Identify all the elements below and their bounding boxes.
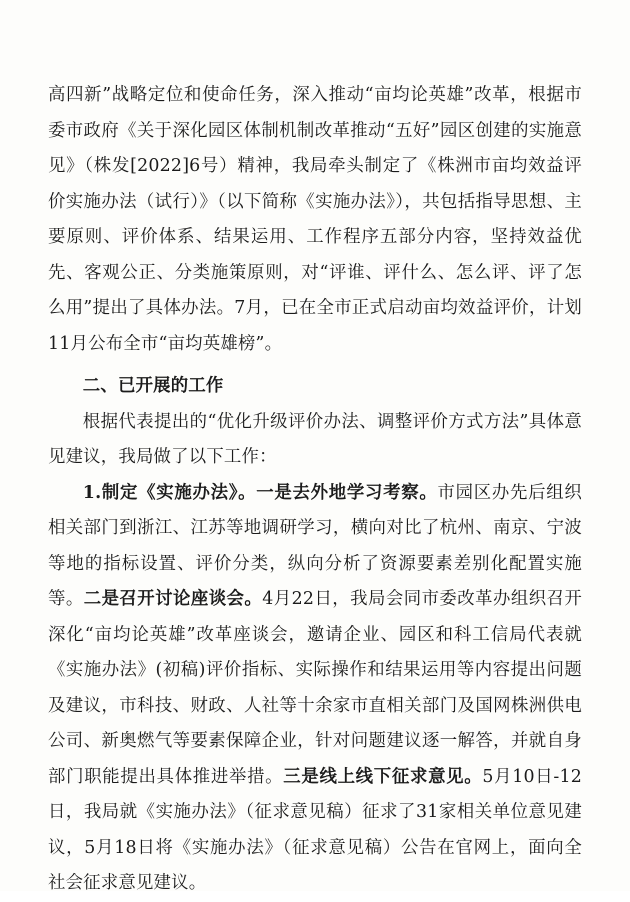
text-run-2: 4月22日，我局会同市委改革办组织召开深化“亩均论英雄”改革座谈会，邀请企业、园区和科工信局代表就《实施办法》(初稿)评价指标、实际操作和结果运用等内容提出问题及建议，市科技、财政、人社等十余家市直相关部门及国网株洲供电公司、新奥燃气等要素保障企业，针对问题建议逐一解答，并就自身部门职能提出具体推进举措。: [48, 589, 582, 787]
heading-section-two: [48, 369, 582, 405]
paragraph-work-detail: [48, 476, 582, 902]
paragraph-suggestion-response: [48, 405, 582, 476]
text-run: 高四新”战略定位和使命任务，深入推动“亩均论英雄”改革，根据市委市政府《关于深化园区体制机制改革推动“五好”园区创建的实施意见》（株发[2022]6号）精神，我局牵头制定了《株洲市亩均效益评价实施办法（试行）》（以下简称《实施办法》），共包括指导思想、主要原则、评价体系、结果运用、工作程序五部分内容，坚持效益优先、客观公正、分类施策原则，对“评谁、评什么、怎么评、评了怎么用”提出了具体办法。7月，已在全市正式启动亩均效益评价，计划11月公布全市“亩均英雄榜”。: [48, 85, 582, 354]
text-run-bold-1: 1.制定《实施办法》。一是去外地学习考察。: [82, 482, 438, 503]
paragraph-spacer: [48, 362, 582, 369]
text-run-1: 市园区办先后组织相关部门到浙江、江苏等地调研学习，横向对比了杭州、南京、宁波等地的指标设置、评价分类，纵向分析了资源要素差别化配置实施等。: [48, 482, 582, 609]
paragraph-continued-policy: [48, 78, 582, 362]
document-body: [48, 78, 582, 902]
text-run: 二、已开展的工作: [82, 376, 224, 396]
text-run-bold-3: 三是线上线下征求意见。: [283, 766, 483, 787]
text-run-3: 5月10日-12日，我局就《实施办法》（征求意见稿）征求了31家相关单位意见建议，5月18日将《实施办法》（征求意见稿）公告在官网上，面向全社会征求意见建议。: [48, 766, 582, 893]
text-run-bold-2: 二是召开讨论座谈会。: [83, 589, 263, 609]
text-run: 根据代表提出的“优化升级评价办法、调整评价方式方法”具体意见建议，我局做了以下工作：: [48, 411, 582, 467]
